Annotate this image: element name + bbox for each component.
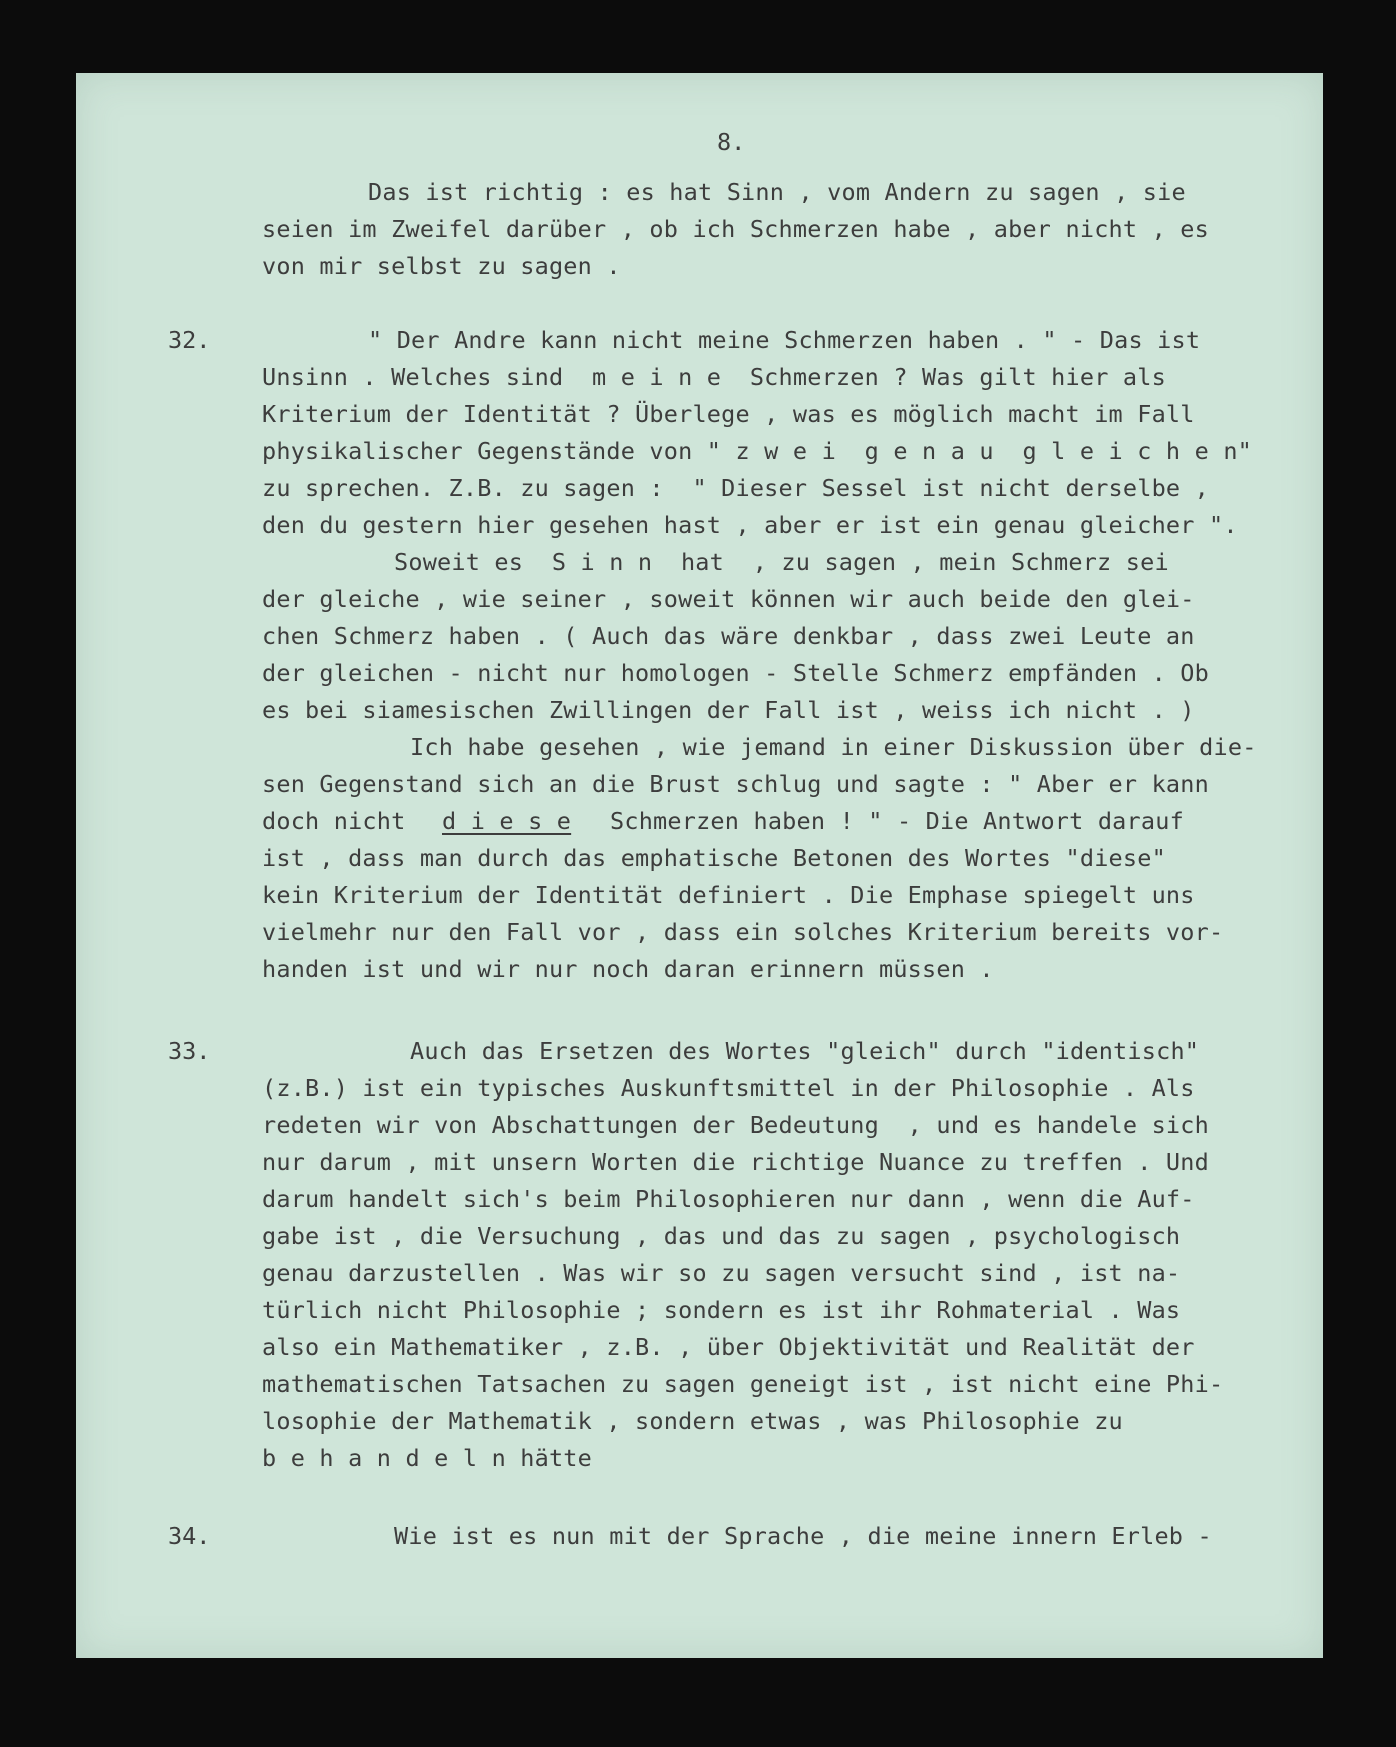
text-line: Wie ist es nun mit der Sprache , die meine innern Erleb - [394,1522,1212,1550]
text-line: losophie der Mathematik , sondern etwas , was Philosophie zu [262,1407,1123,1435]
text-line: Kriterium der Identität ? Überlege , was es möglich macht im Fall [262,400,1195,428]
text-line: der gleichen - nicht nur homologen - Stelle Schmerz empfänden . Ob [262,659,1209,687]
text-line: b e h a n d e l n hätte [262,1444,593,1472]
text-line: seien im Zweifel darüber , ob ich Schmerzen habe , aber nicht , es [262,215,1209,243]
text-line: Unsinn . Welches sind m e i n e Schmerzen ? Was gilt hier als [262,363,1166,391]
section-number: 32. [168,326,211,354]
text-line: sen Gegenstand sich an die Brust schlug und sagte : " Aber er kann [262,770,1209,798]
text-line: darum handelt sich's beim Philosophieren nur dann , wenn die Auf- [262,1185,1195,1213]
page-number: 8. [717,128,746,156]
text-line: zu sprechen. Z.B. zu sagen : " Dieser Sessel ist nicht derselbe , [262,474,1209,502]
text-line: den du gestern hier gesehen hast , aber er ist ein genau gleicher ". [262,511,1238,539]
text-line: physikalischer Gegenstände von " z w e i g e n a u g l e i c h e n" [262,437,1253,465]
text-line: vielmehr nur den Fall vor , dass ein solches Kriterium bereits vor- [262,918,1224,946]
text-line: es bei siamesischen Zwillingen der Fall ist , weiss ich nicht . ) [262,696,1195,724]
text-line: nur darum , mit unsern Worten die richtige Nuance zu treffen . Und [262,1148,1209,1176]
section-number: 34. [168,1522,211,1550]
text-line: handen ist und wir nur noch daran erinnern müssen . [262,955,994,983]
section-number: 33. [168,1037,211,1065]
text-line: " Der Andre kann nicht meine Schmerzen haben . " - Das ist [368,326,1201,354]
text-line: also ein Mathematiker , z.B. , über Objektivität und Realität der [262,1333,1195,1361]
emphasized-word: d i e s e [442,807,572,835]
text-line: genau darzustellen . Was wir so zu sagen versucht sind , ist na- [262,1259,1181,1287]
text-line: mathematischen Tatsachen zu sagen geneigt ist , ist nicht eine Phi- [262,1370,1224,1398]
text-line: Schmerzen haben ! " - Die Antwort darauf [610,807,1184,835]
text-line: chen Schmerz haben . ( Auch das wäre denkbar , dass zwei Leute an [262,622,1195,650]
text-line: (z.B.) ist ein typisches Auskunftsmittel in der Philosophie . Als [262,1074,1195,1102]
text-line: gabe ist , die Versuchung , das und das zu sagen , psychologisch [262,1222,1181,1250]
text-line: türlich nicht Philosophie ; sondern es ist ihr Rohmaterial . Was [262,1296,1181,1324]
text-line: Ich habe gesehen , wie jemand in einer Diskussion über die- [410,733,1257,761]
text-line: redeten wir von Abschattungen der Bedeutung , und es handele sich [262,1111,1209,1139]
text-line: Soweit es S i n n hat , zu sagen , mein Schmerz sei [394,548,1169,576]
text-line: von mir selbst zu sagen . [262,252,621,280]
text-line: der gleiche , wie seiner , soweit können wir auch beide den glei- [262,585,1195,613]
text-line: Das ist richtig : es hat Sinn , vom Andern zu sagen , sie [368,178,1186,206]
text-line: doch nicht [262,807,406,835]
text-line: ist , dass man durch das emphatische Betonen des Wortes "diese" [262,844,1166,872]
text-line: Auch das Ersetzen des Wortes "gleich" durch "identisch" [410,1037,1200,1065]
text-line: kein Kriterium der Identität definiert . Die Emphase spiegelt uns [262,881,1195,909]
